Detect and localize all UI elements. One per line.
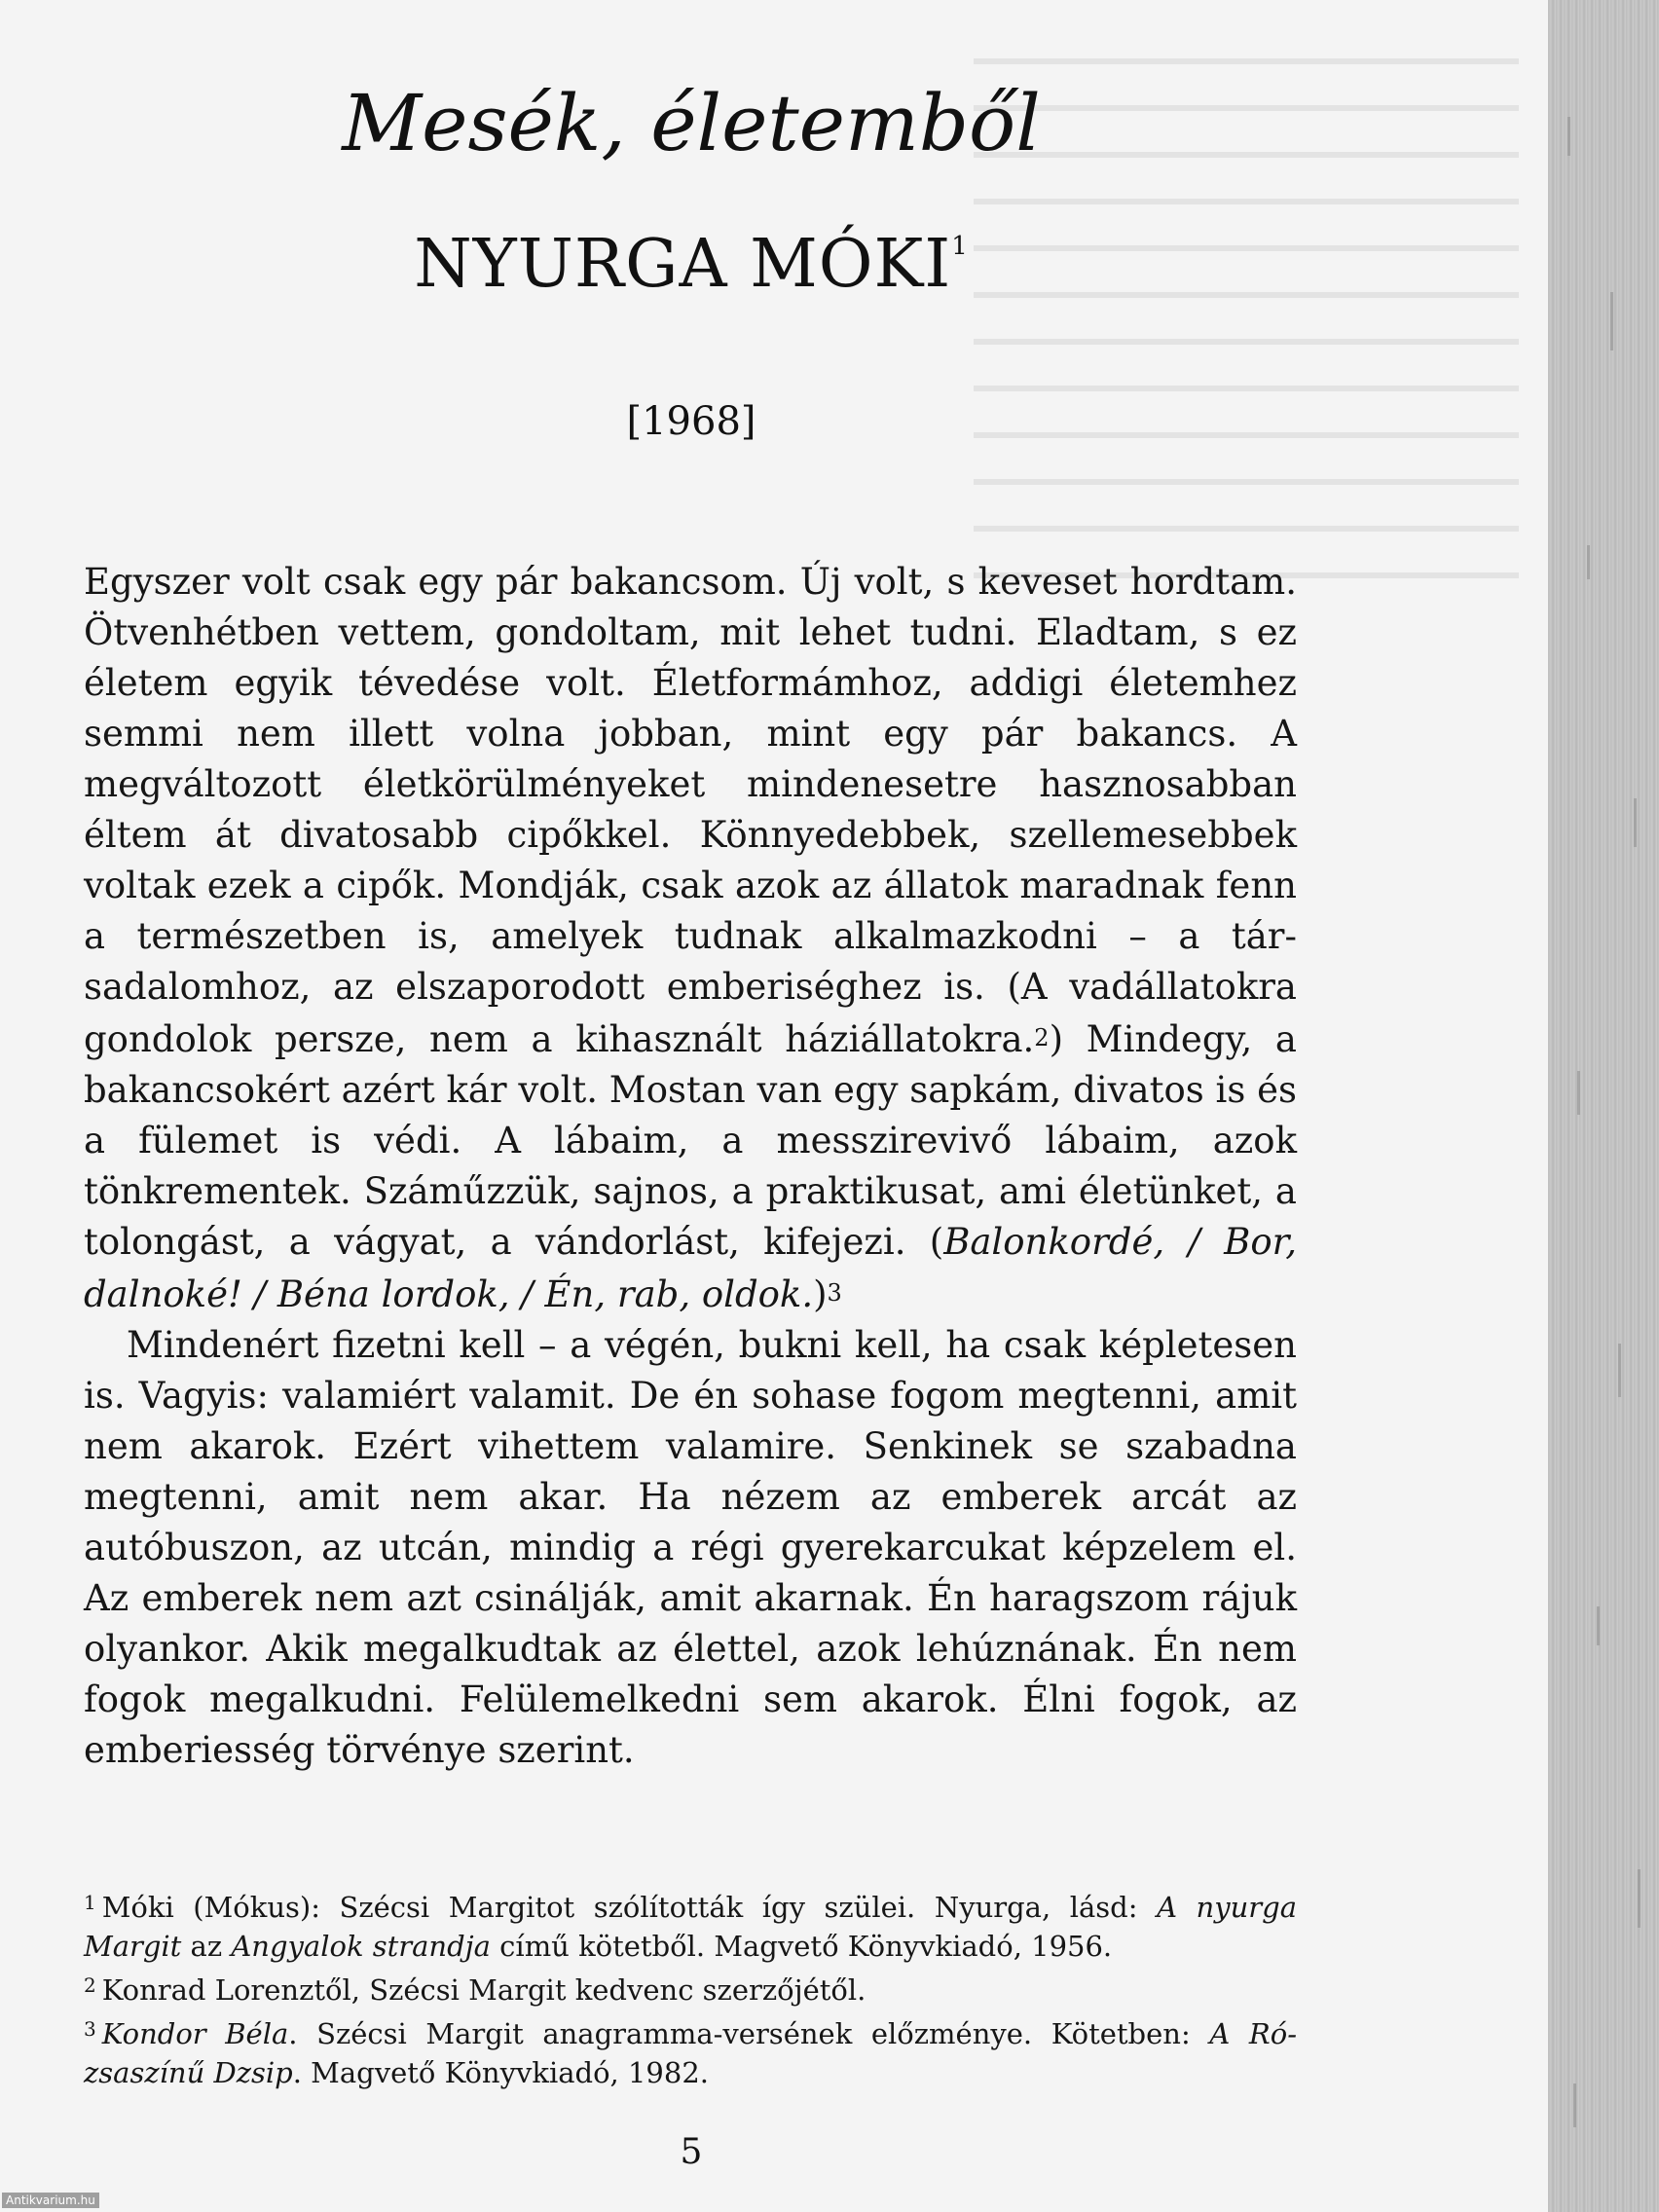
paragraph-2: Mindenért fizetni kell – a végén, bukni kell, ha csak képletesen is. Vagyis: valamiért valamit. De én sohase fogom megtenni, amit nem akarok. Ezért vihettem valamire. Senkinek se szabadna megtenni, amit nem akar. Ha nézem az emberek arcát az autóbuszon, az utcán, mindig a régi gyerekarcukat képzelem el. Az emberek nem azt csinálják, amit akarnak. Én haragszom rájuk olyankor. Akik megalkudtak az élettel, azok lehúznának. Én nem fogok megalkudni. Felülemelkedni sem akarok. Élni fogok, az emberiesség törvénye szerint. — [84, 1324, 1297, 1771]
footnote-number: 3 — [84, 2017, 96, 2041]
footnotes — [84, 1883, 1297, 2092]
anagram-verse: Balonkordé, / Bor, dalnoké! / Béna lordok, / Én, rab, oldok. — [84, 1221, 1297, 1315]
paragraph-1-text-a: Egyszer volt csak egy pár bakancsom. Új volt, s keveset hordtam. Ötvenhétben vettem, gondoltam, mit lehet tudni. Eladtam, s ez életem egyik tévedése volt. Életformámhoz, addigi életemhez semmi nem illett volna jobban, mint egy pár bakancs. A megváltozott életkörülményeket mindenesetre hasznosabban éltem át divatosabb cipőkkel. Könnyedebbek, szellemesebbek voltak ezek a cipők. Mondják, csak azok az állatok maradnak fenn a természetben is, amelyek tudnak alkalmazkodni – a társadalomhoz, az elszaporodott emberiséghez is. (A vadállatokra gondolok persze, nem a kihasznált háziállatokra. — [84, 561, 1297, 1060]
paragraph-1-text-b: ) Mindegy, a bakancsokért azért kár volt. Mostan van egy sapkám, divatos is és a fülemet is védi. A lábaim, a messzirevivő lábaim, azok tönkrementek. Száműzzük, sajnos, a praktikusat, ami életünket, a tolongást, a vágyat, a vándorlást, kifejezi. ( — [84, 1018, 1297, 1263]
chapter-title-footnote-mark: 1 — [951, 232, 969, 261]
chapter-title-text: NYURGA MÓKI — [414, 226, 952, 303]
footnote-3 — [84, 2009, 1297, 2092]
chapter-title — [0, 226, 1382, 303]
edge-speck — [1597, 1606, 1600, 1645]
footnote-1 — [84, 1883, 1297, 1966]
footnote-ref-3: 3 — [827, 1279, 842, 1307]
footnote-number: 2 — [84, 1973, 96, 1997]
edge-speck — [1634, 798, 1637, 847]
footnote-number: 1 — [84, 1891, 96, 1914]
page-stack-edge — [1548, 0, 1659, 2212]
paragraph-1-closing: ) — [813, 1273, 828, 1315]
edge-speck — [1610, 292, 1613, 350]
body-text — [84, 557, 1297, 1776]
footnote-italic: A Rózsaszínű Dzsip — [84, 2017, 1297, 2089]
edge-speck — [1618, 1344, 1621, 1397]
edge-speck — [1638, 1869, 1641, 1928]
edge-speck — [1573, 2083, 1576, 2127]
footnote-text: . Szécsi Margit anagramma-versének előzménye. Kötetben: — [288, 2017, 1210, 2050]
edge-speck — [1587, 545, 1590, 579]
footnote-2 — [84, 1966, 1297, 2009]
footnote-italic: Kondor Béla — [101, 2017, 289, 2050]
paragraph-1 — [84, 557, 1297, 1320]
page-number: 5 — [680, 2132, 703, 2172]
footnote-italic: A nyurga Margit — [84, 1891, 1298, 1963]
chapter-year: [1968] — [626, 399, 756, 444]
footnote-italic: Angyalok strandja — [231, 1930, 491, 1963]
edge-speck — [1577, 1071, 1580, 1115]
footnote-text: című kötetből. Magvető Könyvkiadó, 1956. — [490, 1930, 1113, 1963]
footnote-text: az — [181, 1930, 232, 1963]
footnote-text: Móki (Mókus): Szécsi Margitot szólították így szülei. Nyurga, lásd: — [101, 1891, 1158, 1924]
watermark: Antikvarium.hu — [2, 2193, 99, 2208]
edge-speck — [1567, 117, 1570, 156]
page-title: Mesék, életemből — [342, 78, 1041, 168]
footnote-text: Konrad Lorenztől, Szécsi Margit kedvenc szerzőjétől. — [101, 1973, 866, 2007]
footnote-text: . Magvető Könyvkiadó, 1982. — [292, 2056, 709, 2089]
footnote-ref-2: 2 — [1034, 1024, 1050, 1051]
